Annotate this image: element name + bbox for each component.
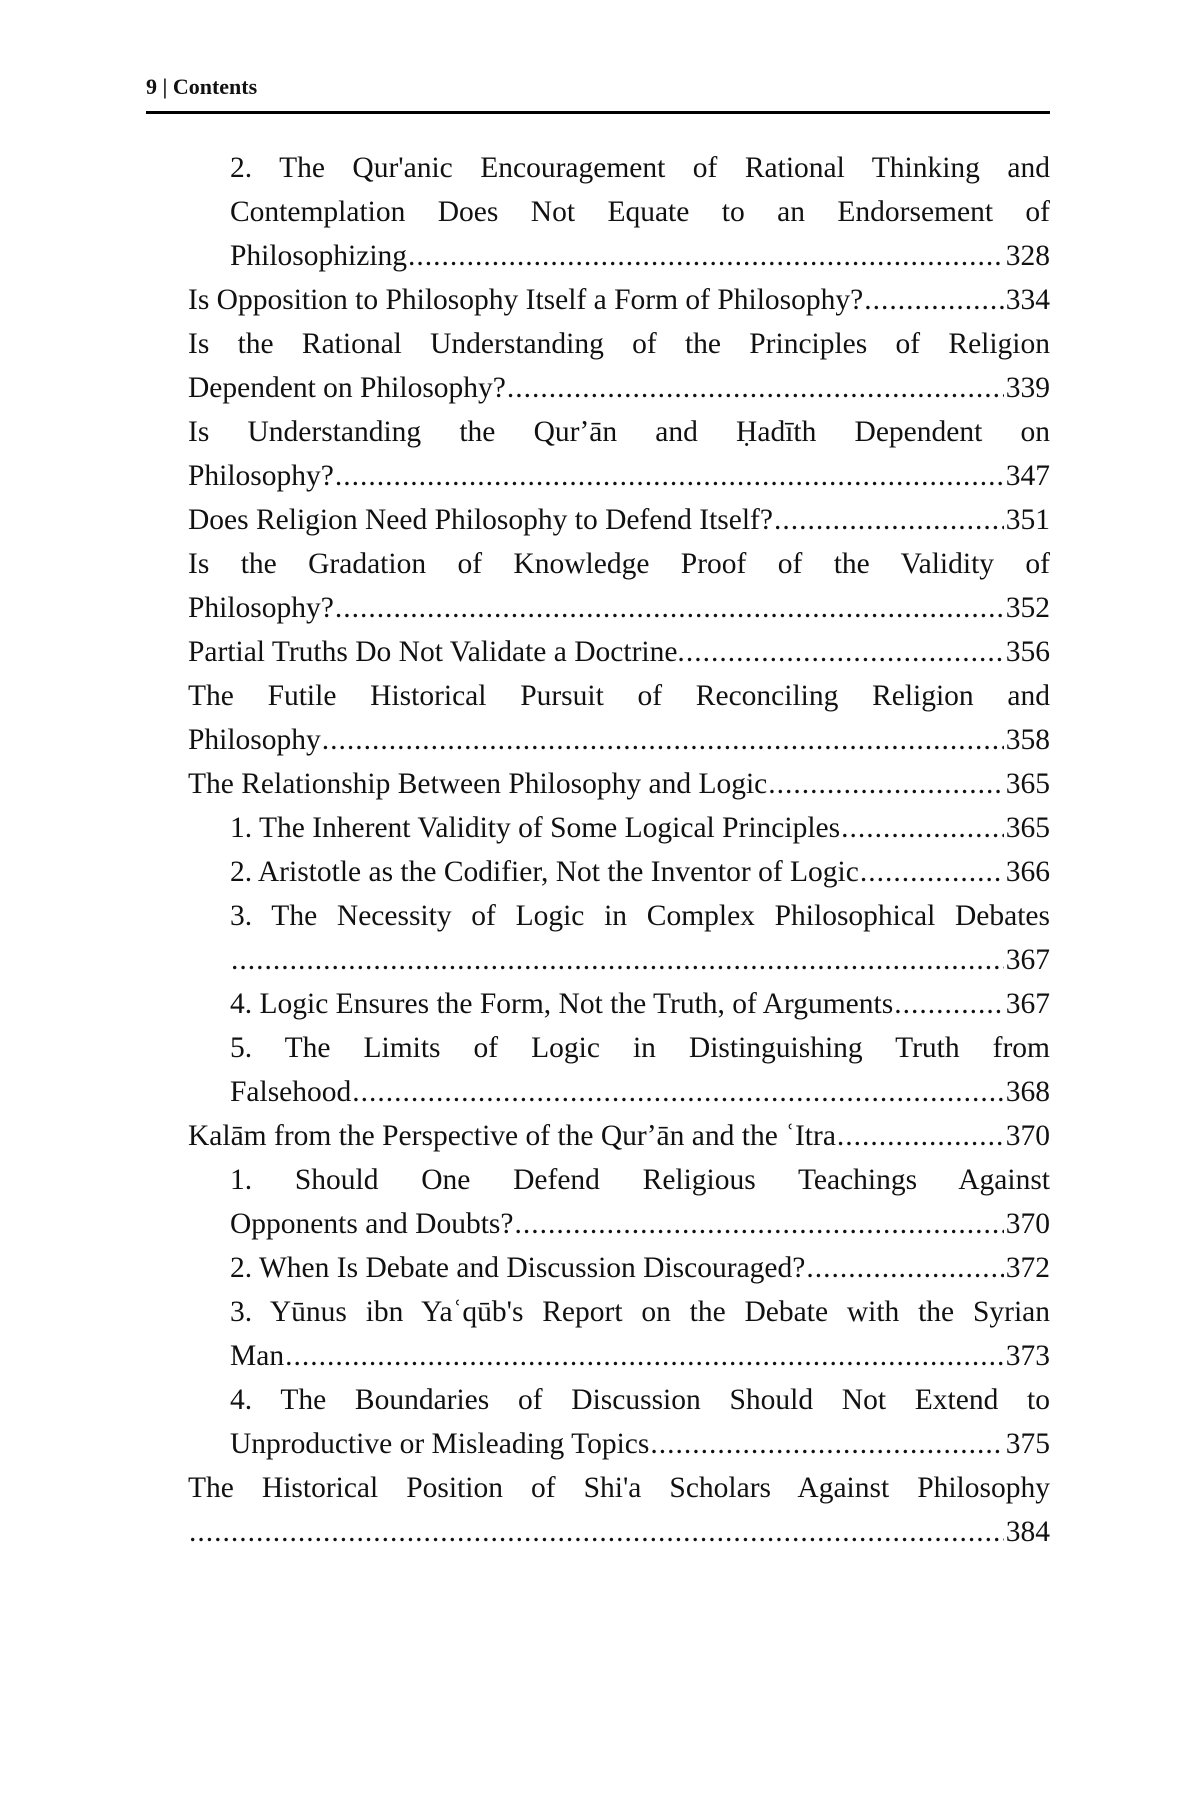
running-head: 9 | Contents <box>146 74 258 99</box>
toc-entry-text-line: 3. Yūnus ibn Yaʿqūb's Report on the Debate with the Syrian <box>230 1296 1050 1328</box>
dot-leader <box>860 850 1004 894</box>
toc-page-number: 372 <box>1005 1252 1050 1284</box>
dot-leader <box>408 234 1004 278</box>
toc-page-number: 339 <box>1005 372 1050 404</box>
toc-entry-text-line: 3. The Necessity of Logic in Complex Philosophical Debates <box>230 900 1050 932</box>
dot-leader <box>335 454 1004 498</box>
toc-entry-title: The Relationship Between Philosophy and Logic <box>188 768 768 800</box>
toc-entry-text-line: Is the Rational Understanding of the Principles of Religion <box>188 328 1050 360</box>
dot-leader <box>515 1202 1004 1246</box>
toc-entry <box>188 674 1050 762</box>
dot-leader <box>894 982 1004 1026</box>
toc-entry <box>188 806 1050 850</box>
toc-entry-text-line: Is Understanding the Qurʼān and Ḥadīth Dependent on <box>188 416 1050 448</box>
toc-entry-title: Philosophy <box>188 724 321 756</box>
toc-entry-title: Does Religion Need Philosophy to Defend Itself? <box>188 504 773 536</box>
toc-entry-text-line: Contemplation Does Not Equate to an Endorsement of <box>230 196 1050 228</box>
toc-entry-title: Philosophy? <box>188 592 334 624</box>
toc-entry-title: 4. Logic Ensures the Form, Not the Truth, of Arguments <box>230 988 894 1020</box>
toc-page-number: 365 <box>1005 768 1050 800</box>
toc-page-number: 367 <box>1005 988 1050 1020</box>
toc-page-number: 351 <box>1005 504 1050 536</box>
toc-entry-title: Philosophy? <box>188 460 334 492</box>
toc-entry-text-line: 4. The Boundaries of Discussion Should Not Extend to <box>230 1384 1050 1416</box>
toc-entry <box>188 410 1050 498</box>
toc-entry <box>188 982 1050 1026</box>
toc-entry-text-line: 2. The Qur'anic Encouragement of Rational Thinking and <box>230 152 1050 184</box>
dot-leader <box>686 630 1004 674</box>
toc-entry <box>188 1246 1050 1290</box>
toc-entry-title: 1. The Inherent Validity of Some Logical Principles <box>230 812 841 844</box>
toc-page-number: 367 <box>1005 944 1050 976</box>
toc-page-number: 347 <box>1005 460 1050 492</box>
toc-entry <box>188 278 1050 322</box>
toc-entry-text-line: The Historical Position of Shi'a Scholars Against Philosophy <box>188 1472 1050 1504</box>
toc-page-number: 352 <box>1005 592 1050 624</box>
toc-page-number: 375 <box>1005 1428 1050 1460</box>
dot-leader <box>841 806 1004 850</box>
toc-entry-title: Philosophizing <box>230 240 408 272</box>
toc-entry <box>188 762 1050 806</box>
toc-page-number: 384 <box>1005 1516 1050 1548</box>
toc-entry-title: 2. When Is Debate and Discussion Discouraged? <box>230 1252 806 1284</box>
toc-entry <box>188 1378 1050 1466</box>
dot-leader <box>352 1070 1003 1114</box>
toc-entry <box>188 630 1050 674</box>
dot-leader <box>335 586 1004 630</box>
dot-leader <box>806 1246 1003 1290</box>
toc-page-number: 334 <box>1005 284 1050 316</box>
toc-entry-title: Kalām from the Perspective of the Qurʼān and the ʿItra <box>188 1120 836 1152</box>
toc-page-number: 370 <box>1005 1208 1050 1240</box>
toc-entry-text-line: 5. The Limits of Logic in Distinguishing Truth from <box>230 1032 1050 1064</box>
dot-leader <box>322 718 1004 762</box>
toc-entry <box>188 1290 1050 1378</box>
dot-leader <box>864 278 1004 322</box>
toc-entry-title: Is Opposition to Philosophy Itself a Form of Philosophy? <box>188 284 864 316</box>
dot-leader <box>768 762 1003 806</box>
toc-entry <box>188 894 1050 982</box>
toc-page-number: 356 <box>1005 636 1050 668</box>
toc-entry <box>188 542 1050 630</box>
toc-page-number: 373 <box>1005 1340 1050 1372</box>
toc-page-number: 366 <box>1005 856 1050 888</box>
toc-entry-title: Partial Truths Do Not Validate a Doctrine. <box>188 636 685 668</box>
table-of-contents <box>188 146 1050 1554</box>
toc-entry-text-line: The Futile Historical Pursuit of Reconciling Religion and <box>188 680 1050 712</box>
toc-entry-text-line: 1. Should One Defend Religious Teachings Against <box>230 1164 1050 1196</box>
dot-leader <box>231 938 1004 982</box>
toc-entry <box>188 850 1050 894</box>
toc-entry <box>188 1466 1050 1554</box>
toc-page-number: 358 <box>1005 724 1050 756</box>
page-header <box>146 70 1050 114</box>
toc-entry <box>188 146 1050 278</box>
toc-entry <box>188 1114 1050 1158</box>
dot-leader <box>189 1510 1004 1554</box>
toc-entry-title: Man <box>230 1340 285 1372</box>
toc-page-number: 368 <box>1005 1076 1050 1108</box>
dot-leader <box>774 498 1004 542</box>
toc-entry <box>188 1026 1050 1114</box>
toc-entry-title: Unproductive or Misleading Topics <box>230 1428 650 1460</box>
toc-page-number: 365 <box>1005 812 1050 844</box>
toc-entry-title: Falsehood <box>230 1076 352 1108</box>
toc-entry-title: Opponents and Doubts? <box>230 1208 514 1240</box>
dot-leader <box>507 366 1004 410</box>
toc-page-number: 328 <box>1005 240 1050 272</box>
dot-leader <box>650 1422 1003 1466</box>
toc-entry-title: 2. Aristotle as the Codifier, Not the Inventor of Logic <box>230 856 859 888</box>
dot-leader <box>285 1334 1004 1378</box>
toc-entry <box>188 498 1050 542</box>
toc-entry-text-line: Is the Gradation of Knowledge Proof of the Validity of <box>188 548 1050 580</box>
toc-entry-title: Dependent on Philosophy? <box>188 372 506 404</box>
toc-entry <box>188 322 1050 410</box>
toc-entry <box>188 1158 1050 1246</box>
dot-leader <box>837 1114 1004 1158</box>
toc-page-number: 370 <box>1005 1120 1050 1152</box>
